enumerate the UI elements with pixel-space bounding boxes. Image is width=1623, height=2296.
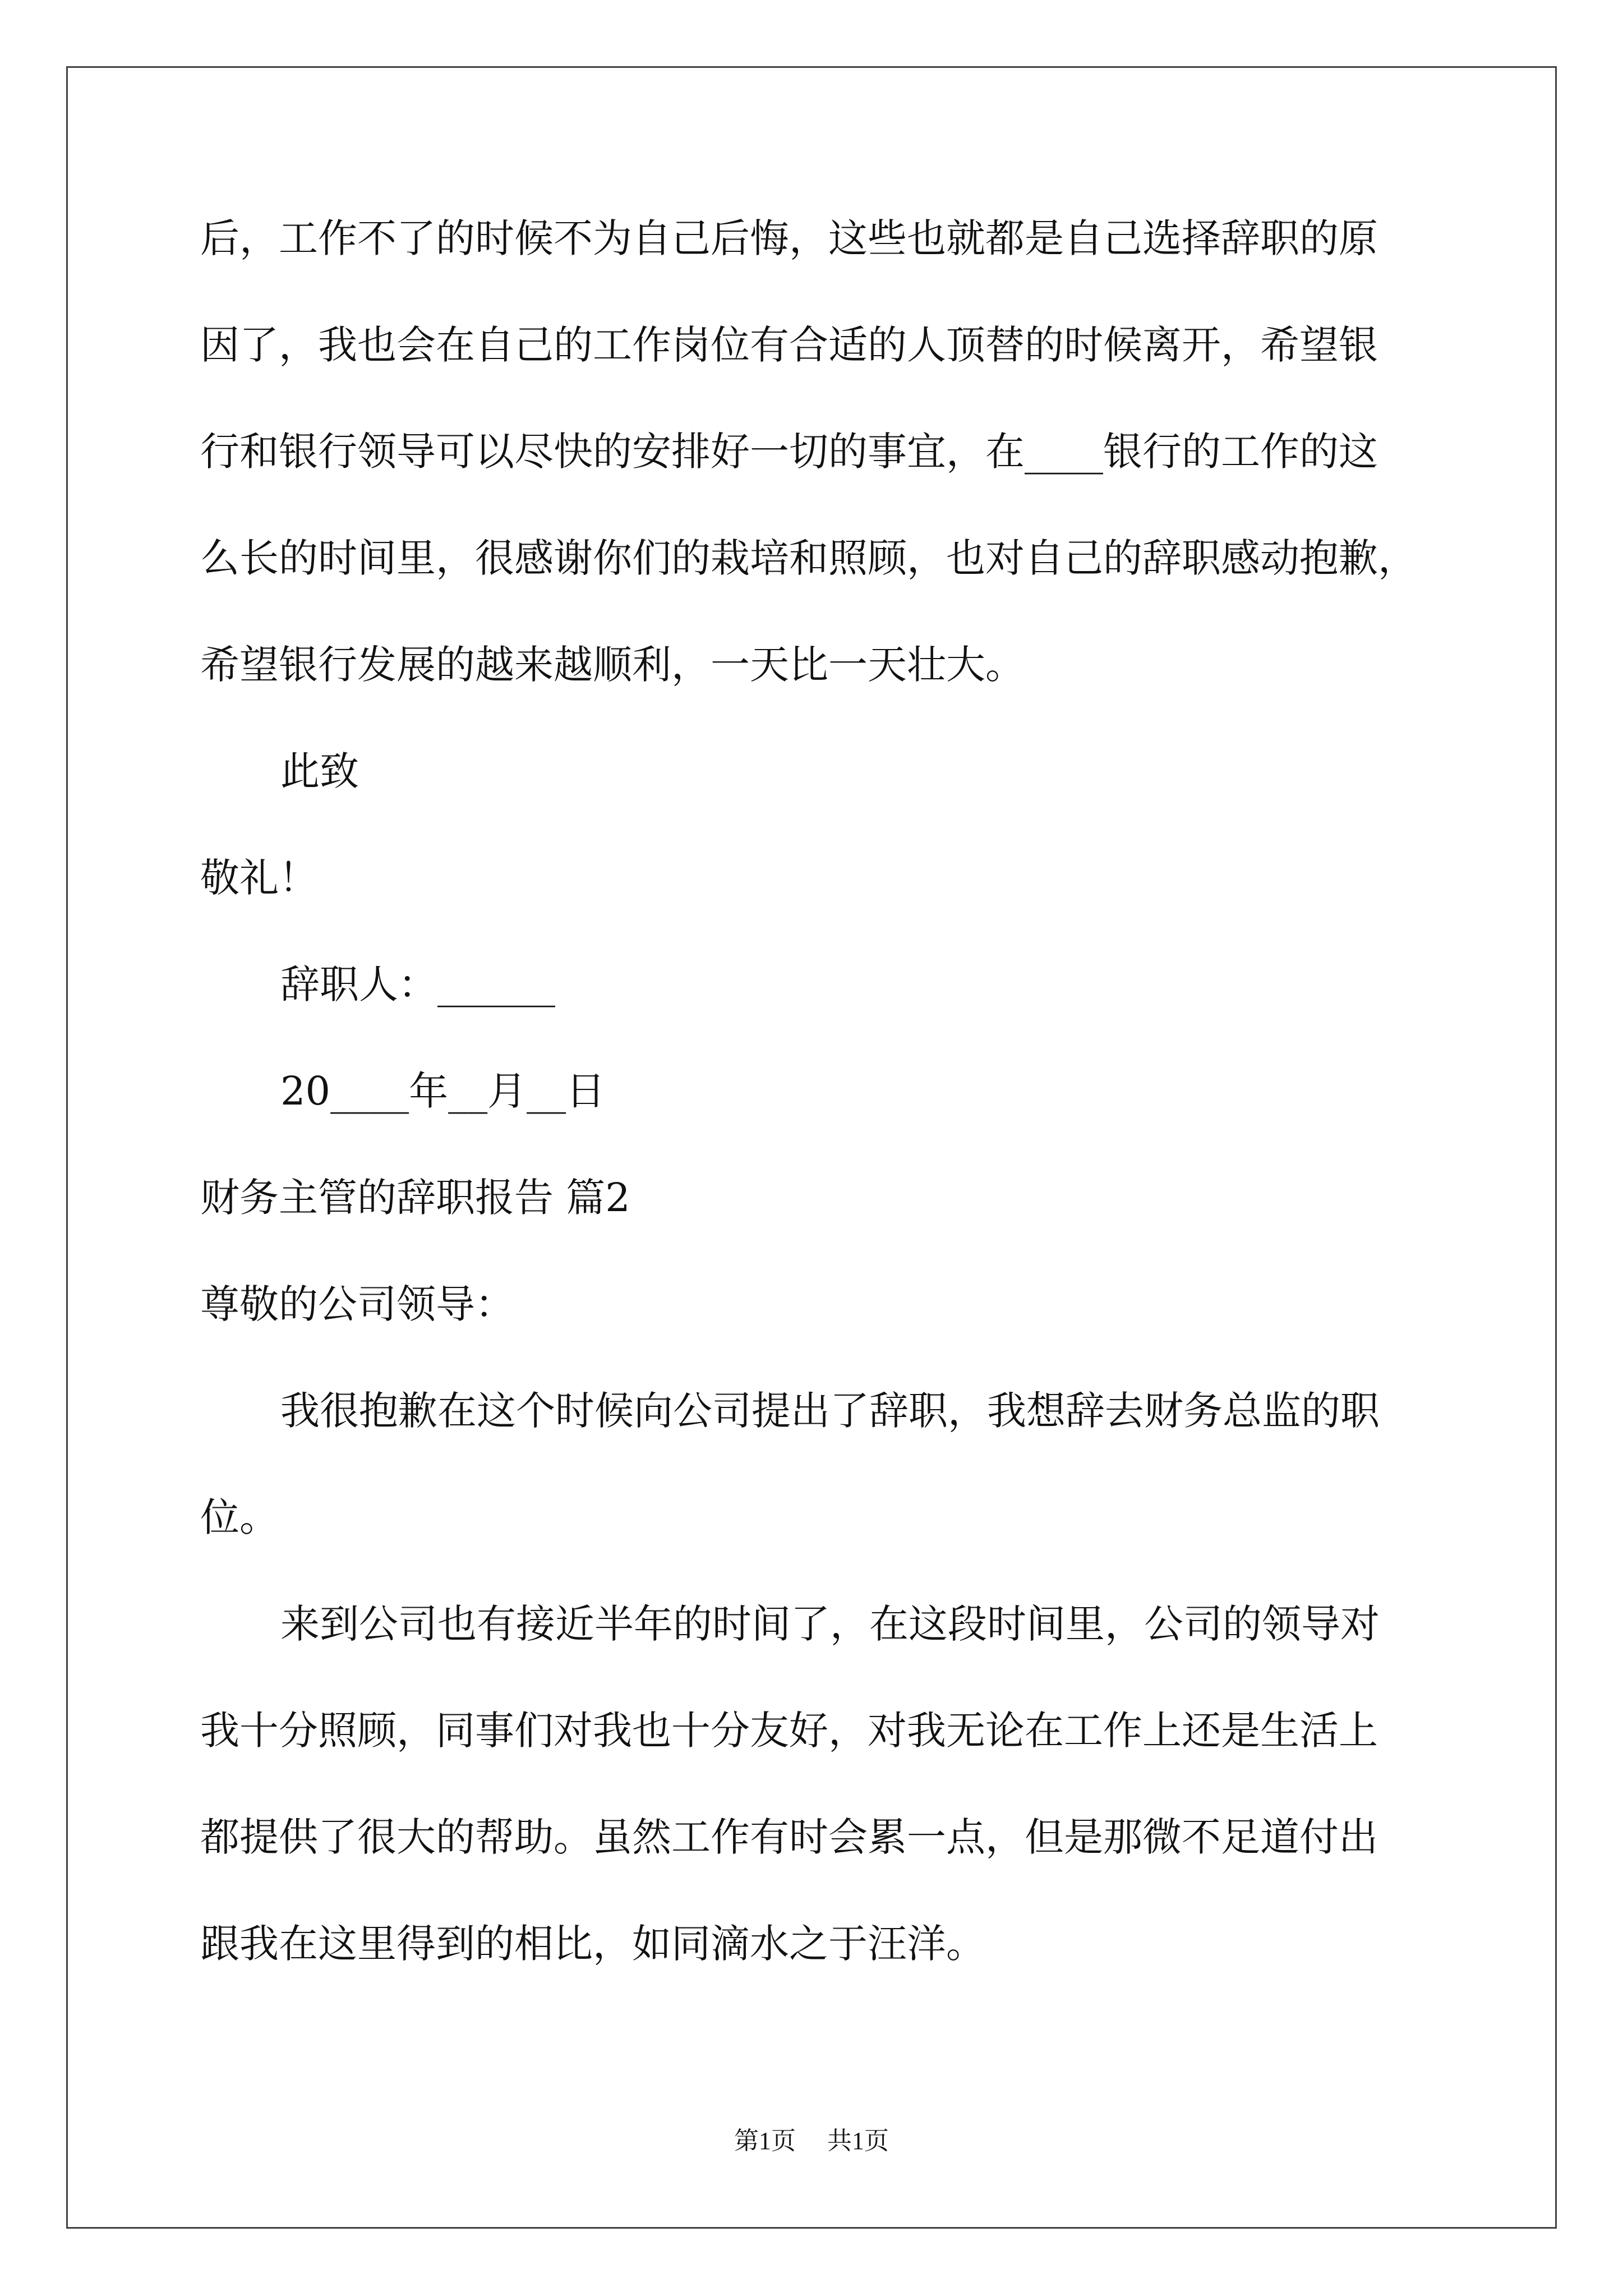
paragraph-line: 么长的时间里，很感谢你们的栽培和照顾，也对自己的辞职感动抱歉，	[200, 535, 1417, 581]
closing-salutation: 此致	[280, 748, 359, 794]
page-number: 第1页	[734, 2127, 796, 2155]
date-line: 20____年__月__日	[280, 1068, 606, 1114]
section-heading: 财务主管的辞职报告 篇2	[200, 1175, 630, 1221]
paragraph-line: 都提供了很大的帮助。虽然工作有时会累一点，但是那微不足道付出	[200, 1814, 1378, 1860]
document-body	[200, 215, 1462, 2031]
closing-regards: 敬礼！	[200, 855, 318, 901]
paragraph-line: 因了，我也会在自己的工作岗位有合适的人顶替的时候离开，希望银	[200, 322, 1378, 368]
letter-greeting: 尊敬的公司领导：	[200, 1281, 514, 1327]
page-footer	[0, 2120, 1623, 2156]
paragraph-line: 我很抱歉在这个时候向公司提出了辞职，我想辞去财务总监的职	[280, 1388, 1380, 1434]
signature-line: 辞职人：______	[280, 961, 555, 1007]
paragraph-line: 位。	[200, 1494, 279, 1540]
paragraph-line: 希望银行发展的越来越顺利，一天比一天壮大。	[200, 642, 1025, 688]
page-total: 共1页	[827, 2127, 889, 2155]
paragraph-line: 我十分照顾，同事们对我也十分友好，对我无论在工作上还是生活上	[200, 1708, 1378, 1754]
paragraph-line: 跟我在这里得到的相比，如同滴水之于汪洋。	[200, 1921, 985, 1967]
paragraph-line: 来到公司也有接近半年的时间了，在这段时间里，公司的领导对	[280, 1601, 1380, 1647]
paragraph-line: 后，工作不了的时候不为自己后悔，这些也就都是自己选择辞职的原	[200, 215, 1378, 261]
paragraph-line: 行和银行领导可以尽快的安排好一切的事宜，在____银行的工作的这	[200, 429, 1378, 475]
